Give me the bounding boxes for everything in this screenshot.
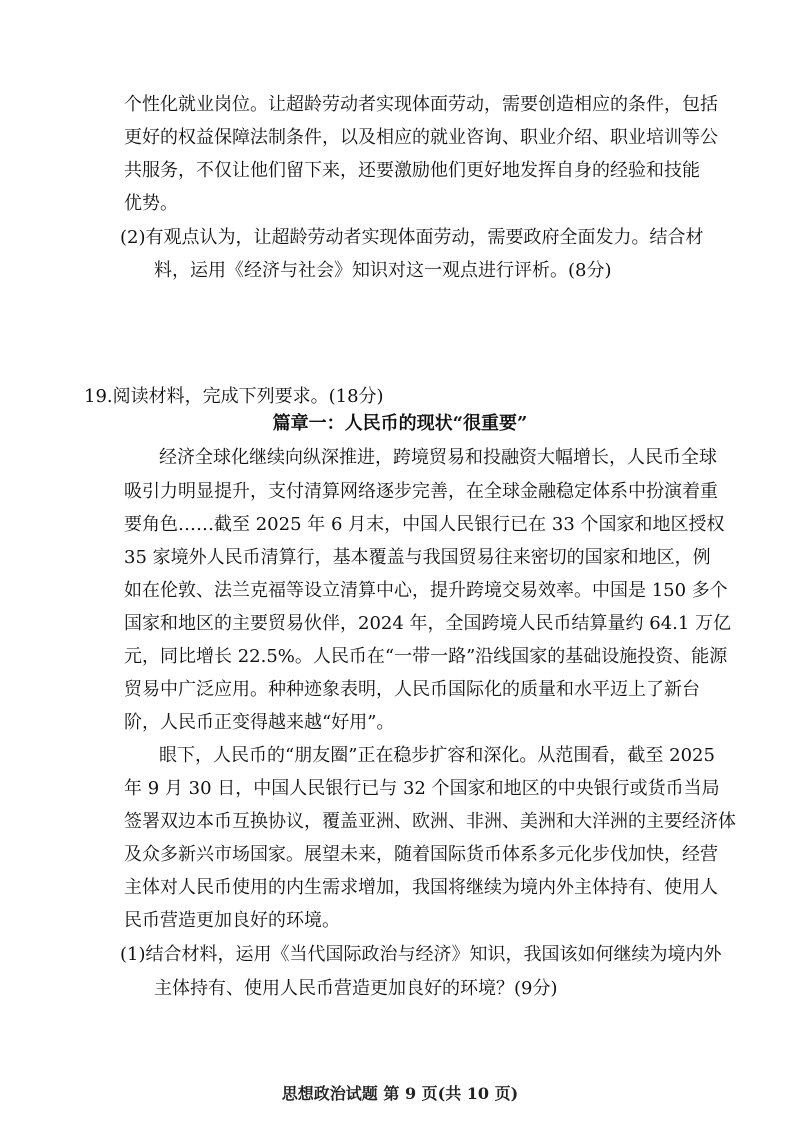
paragraph-line: 民币营造更加良好的环境。 [124, 910, 340, 931]
paragraph-line: 眼下，人民币的“朋友圈”正在稳步扩容和深化。从范围看，截至 2025 [159, 745, 715, 766]
text-line: 更好的权益保障法制条件，以及相应的就业咨询、职业介绍、职业培训等公 [124, 127, 718, 148]
question-19-title: 19.阅读材料，完成下列要求。(18分) [84, 386, 384, 407]
paragraph-line: 国家和地区的主要贸易伙伴，2024 年，全国跨境人民币结算量约 64.1 万亿 [124, 613, 732, 634]
paragraph-line: 如在伦敦、法兰克福等设立清算中心，提升跨境交易效率。中国是 150 多个 [124, 580, 728, 601]
sub-question-line: 主体持有、使用人民币营造更加良好的环境？(9分) [154, 978, 558, 999]
paragraph-line: 及众多新兴市场国家。展望未来，随着国际货币体系多元化步伐加快，经营 [124, 844, 718, 865]
sub-question-line: (1)结合材料，运用《当代国际政治与经济》知识，我国该如何继续为境内外 [120, 944, 722, 965]
paragraph-line: 经济全球化继续向纵深推进，跨境贸易和投融资大幅增长，人民币全球 [159, 447, 717, 468]
page-footer: 思想政治试题 第 9 页(共 10 页) [281, 1084, 519, 1103]
paragraph-line: 阶，人民币正变得越来越“好用”。 [124, 712, 395, 733]
paragraph-line: 签署双边本币互换协议，覆盖亚洲、欧洲、非洲、美洲和大洋洲的主要经济体 [124, 811, 736, 832]
paragraph-line: 35 家境外人民币清算行，基本覆盖与我国贸易往来密切的国家和地区，例 [124, 547, 711, 568]
paragraph-line: 元，同比增长 22.5%。人民币在“一带一路”沿线国家的基础设施投资、能源 [124, 646, 728, 667]
paragraph-line: 贸易中广泛应用。种种迹象表明，人民币国际化的质量和水平迈上了新台 [124, 679, 700, 700]
paragraph-line: 要角色……截至 2025 年 6 月末，中国人民银行已在 33 个国家和地区授权 [124, 514, 725, 535]
text-line: 优势。 [124, 193, 178, 214]
section-heading: 篇章一：人民币的现状“很重要” [272, 413, 528, 434]
text-line: 个性化就业岗位。让超龄劳动者实现体面劳动，需要创造相应的条件，包括 [124, 94, 718, 115]
question-18-2-line: (2)有观点认为，让超龄劳动者实现体面劳动，需要政府全面发力。结合材 [120, 227, 704, 248]
question-18-2-line: 料，运用《经济与社会》知识对这一观点进行评析。(8分) [154, 260, 612, 281]
paragraph-line: 年 9 月 30 日，中国人民银行已与 32 个国家和地区的中央银行或货币当局 [124, 778, 720, 799]
paragraph-line: 主体对人民币使用的内生需求增加，我国将继续为境内外主体持有、使用人 [124, 877, 718, 898]
text-line: 共服务，不仅让他们留下来，还要激励他们更好地发挥自身的经验和技能 [124, 160, 700, 181]
paragraph-line: 吸引力明显提升，支付清算网络逐步完善，在全球金融稳定体系中扮演着重 [124, 481, 718, 502]
